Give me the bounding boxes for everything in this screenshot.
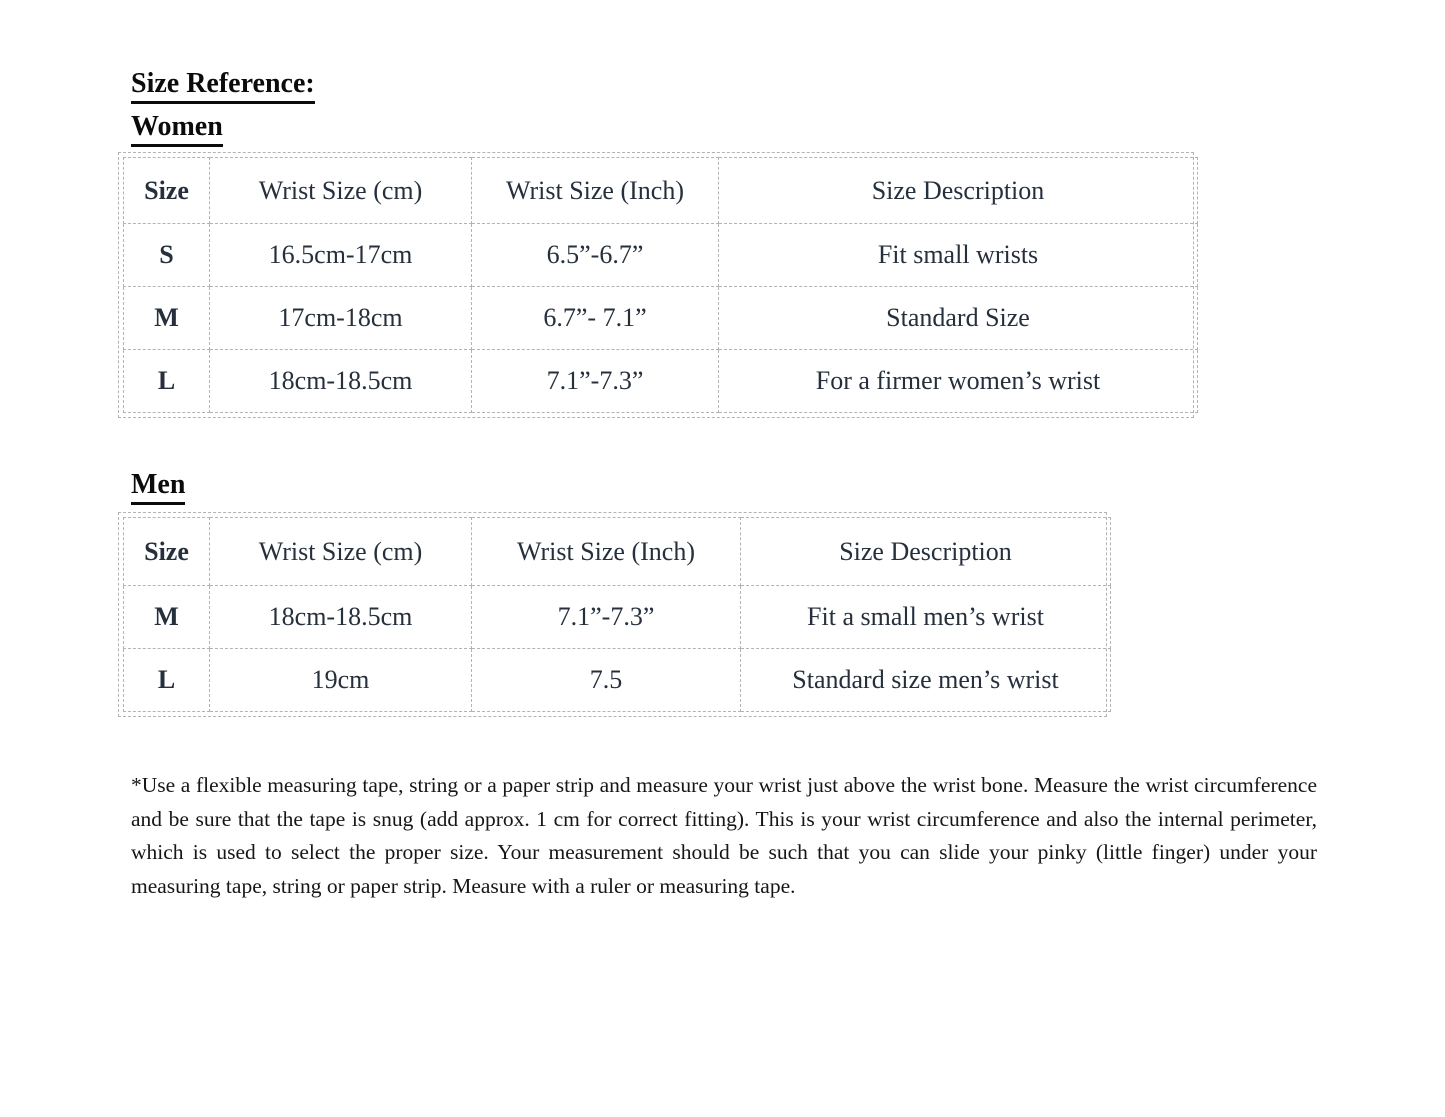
table-cell: L bbox=[124, 350, 210, 413]
women-size-table bbox=[118, 152, 1194, 418]
men-size-table bbox=[118, 512, 1107, 717]
women-heading-text: Women bbox=[131, 112, 223, 147]
table-cell: M bbox=[124, 586, 210, 649]
table-cell: L bbox=[124, 649, 210, 712]
column-header-size: Size bbox=[124, 158, 210, 224]
table-cell: Fit a small men’s wrist bbox=[741, 586, 1111, 649]
table-row bbox=[124, 287, 1198, 350]
table-row bbox=[124, 649, 1111, 712]
table-cell: 17cm-18cm bbox=[210, 287, 472, 350]
table-cell: 6.5”-6.7” bbox=[472, 224, 719, 287]
table-header-row bbox=[124, 158, 1198, 224]
table-cell: 19cm bbox=[210, 649, 472, 712]
table-row bbox=[124, 350, 1198, 413]
table-cell: Standard size men’s wrist bbox=[741, 649, 1111, 712]
table-cell: 7.1”-7.3” bbox=[472, 350, 719, 413]
column-header-wrist-cm: Wrist Size (cm) bbox=[210, 158, 472, 224]
column-header-wrist-inch: Wrist Size (Inch) bbox=[472, 518, 741, 586]
table-cell: 16.5cm-17cm bbox=[210, 224, 472, 287]
table-cell: S bbox=[124, 224, 210, 287]
page-title bbox=[131, 68, 315, 104]
page-title-text: Size Reference: bbox=[131, 69, 315, 104]
table-row bbox=[124, 586, 1111, 649]
men-size-table-grid bbox=[123, 517, 1111, 712]
column-header-description: Size Description bbox=[741, 518, 1111, 586]
table-row bbox=[124, 224, 1198, 287]
women-section-heading bbox=[131, 111, 223, 147]
women-size-table-grid bbox=[123, 157, 1198, 413]
table-cell: 18cm-18.5cm bbox=[210, 586, 472, 649]
column-header-size: Size bbox=[124, 518, 210, 586]
table-cell: M bbox=[124, 287, 210, 350]
table-cell: Standard Size bbox=[719, 287, 1198, 350]
men-heading-text: Men bbox=[131, 470, 185, 505]
table-header-row bbox=[124, 518, 1111, 586]
measuring-instructions-footnote: *Use a flexible measuring tape, string or a paper strip and measure your wrist just above the wrist bone. Measure the wrist circumference and be sure that the tape is snug (add approx. 1 cm for correct fitting). This is your wrist circumference and also the internal perimeter, which is used to select the proper size. Your measurement should be such that you can slide your pinky (little finger) under your measuring tape, string or paper strip. Measure with a ruler or measuring tape. bbox=[131, 773, 1317, 898]
column-header-wrist-inch: Wrist Size (Inch) bbox=[472, 158, 719, 224]
table-cell: 18cm-18.5cm bbox=[210, 350, 472, 413]
men-section-heading bbox=[131, 469, 185, 505]
column-header-description: Size Description bbox=[719, 158, 1198, 224]
table-cell: 7.1”-7.3” bbox=[472, 586, 741, 649]
table-cell: 6.7”- 7.1” bbox=[472, 287, 719, 350]
table-cell: 7.5 bbox=[472, 649, 741, 712]
table-cell: Fit small wrists bbox=[719, 224, 1198, 287]
column-header-wrist-cm: Wrist Size (cm) bbox=[210, 518, 472, 586]
table-cell: For a firmer women’s wrist bbox=[719, 350, 1198, 413]
